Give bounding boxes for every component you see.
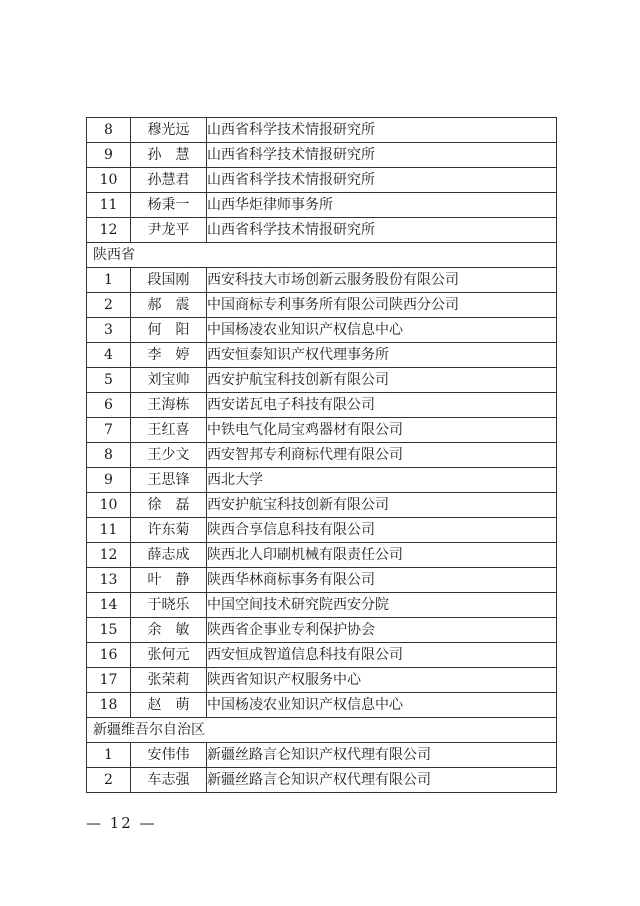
person-name: 王红喜 <box>131 418 207 443</box>
roster-table <box>86 117 557 793</box>
organization-name: 西北大学 <box>207 468 557 493</box>
section-title: 陕西省 <box>87 243 557 268</box>
row-number: 6 <box>87 393 131 418</box>
person-name: 叶 静 <box>131 568 207 593</box>
table-row <box>87 693 557 718</box>
table-row <box>87 543 557 568</box>
table-row <box>87 593 557 618</box>
organization-name: 西安科技大市场创新云服务股份有限公司 <box>207 268 557 293</box>
organization-name: 西安恒成智道信息科技有限公司 <box>207 643 557 668</box>
row-number: 9 <box>87 468 131 493</box>
section-header <box>87 718 557 743</box>
organization-name: 陕西省知识产权服务中心 <box>207 668 557 693</box>
table-row <box>87 393 557 418</box>
section-header <box>87 243 557 268</box>
person-name: 余 敏 <box>131 618 207 643</box>
organization-name: 山西华炬律师事务所 <box>207 193 557 218</box>
person-name: 安伟伟 <box>131 743 207 768</box>
table-row <box>87 618 557 643</box>
row-number: 14 <box>87 593 131 618</box>
row-number: 12 <box>87 218 131 243</box>
row-number: 8 <box>87 118 131 143</box>
organization-name: 中国商标专利事务所有限公司陕西分公司 <box>207 293 557 318</box>
person-name: 刘宝帅 <box>131 368 207 393</box>
table-row <box>87 518 557 543</box>
person-name: 张何元 <box>131 643 207 668</box>
organization-name: 西安诺瓦电子科技有限公司 <box>207 393 557 418</box>
person-name: 王思锋 <box>131 468 207 493</box>
person-name: 穆光远 <box>131 118 207 143</box>
organization-name: 陕西合享信息科技有限公司 <box>207 518 557 543</box>
row-number: 15 <box>87 618 131 643</box>
row-number: 12 <box>87 543 131 568</box>
row-number: 7 <box>87 418 131 443</box>
row-number: 5 <box>87 368 131 393</box>
table-row <box>87 743 557 768</box>
table-row <box>87 768 557 793</box>
row-number: 2 <box>87 293 131 318</box>
table-row <box>87 368 557 393</box>
row-number: 8 <box>87 443 131 468</box>
row-number: 11 <box>87 518 131 543</box>
table-row <box>87 493 557 518</box>
table-row <box>87 293 557 318</box>
organization-name: 山西省科学技术情报研究所 <box>207 168 557 193</box>
row-number: 2 <box>87 768 131 793</box>
person-name: 薛志成 <box>131 543 207 568</box>
row-number: 10 <box>87 493 131 518</box>
row-number: 1 <box>87 268 131 293</box>
roster-body <box>87 118 557 793</box>
table-row <box>87 443 557 468</box>
row-number: 17 <box>87 668 131 693</box>
organization-name: 山西省科学技术情报研究所 <box>207 118 557 143</box>
organization-name: 陕西华林商标事务有限公司 <box>207 568 557 593</box>
organization-name: 中国杨凌农业知识产权信息中心 <box>207 318 557 343</box>
organization-name: 中国杨凌农业知识产权信息中心 <box>207 693 557 718</box>
person-name: 何 阳 <box>131 318 207 343</box>
organization-name: 陕西北人印刷机械有限责任公司 <box>207 543 557 568</box>
person-name: 车志强 <box>131 768 207 793</box>
organization-name: 西安护航宝科技创新有限公司 <box>207 368 557 393</box>
person-name: 杨秉一 <box>131 193 207 218</box>
person-name: 王少文 <box>131 443 207 468</box>
table-row <box>87 418 557 443</box>
person-name: 赵 萌 <box>131 693 207 718</box>
row-number: 16 <box>87 643 131 668</box>
row-number: 10 <box>87 168 131 193</box>
page-number: — 12 — <box>86 814 157 832</box>
row-number: 4 <box>87 343 131 368</box>
table-row <box>87 268 557 293</box>
organization-name: 新疆丝路言仑知识产权代理有限公司 <box>207 743 557 768</box>
table-row <box>87 143 557 168</box>
organization-name: 西安智邦专利商标代理有限公司 <box>207 443 557 468</box>
row-number: 13 <box>87 568 131 593</box>
organization-name: 山西省科学技术情报研究所 <box>207 143 557 168</box>
person-name: 段国刚 <box>131 268 207 293</box>
organization-name: 山西省科学技术情报研究所 <box>207 218 557 243</box>
table-row <box>87 168 557 193</box>
table-row <box>87 568 557 593</box>
row-number: 1 <box>87 743 131 768</box>
row-number: 9 <box>87 143 131 168</box>
organization-name: 西安恒泰知识产权代理事务所 <box>207 343 557 368</box>
organization-name: 中国空间技术研究院西安分院 <box>207 593 557 618</box>
person-name: 许东菊 <box>131 518 207 543</box>
row-number: 18 <box>87 693 131 718</box>
table-row <box>87 643 557 668</box>
table-row <box>87 218 557 243</box>
table-row <box>87 668 557 693</box>
row-number: 11 <box>87 193 131 218</box>
table-row <box>87 193 557 218</box>
organization-name: 陕西省企事业专利保护协会 <box>207 618 557 643</box>
person-name: 王海栋 <box>131 393 207 418</box>
row-number: 3 <box>87 318 131 343</box>
person-name: 于晓乐 <box>131 593 207 618</box>
organization-name: 西安护航宝科技创新有限公司 <box>207 493 557 518</box>
person-name: 李 婷 <box>131 343 207 368</box>
person-name: 尹龙平 <box>131 218 207 243</box>
person-name: 孙慧君 <box>131 168 207 193</box>
organization-name: 中铁电气化局宝鸡器材有限公司 <box>207 418 557 443</box>
table-row <box>87 468 557 493</box>
person-name: 张荣莉 <box>131 668 207 693</box>
table-row <box>87 318 557 343</box>
organization-name: 新疆丝路言仑知识产权代理有限公司 <box>207 768 557 793</box>
section-title: 新疆维吾尔自治区 <box>87 718 557 743</box>
person-name: 徐 磊 <box>131 493 207 518</box>
table-row <box>87 118 557 143</box>
table-row <box>87 343 557 368</box>
person-name: 郝 震 <box>131 293 207 318</box>
person-name: 孙 慧 <box>131 143 207 168</box>
